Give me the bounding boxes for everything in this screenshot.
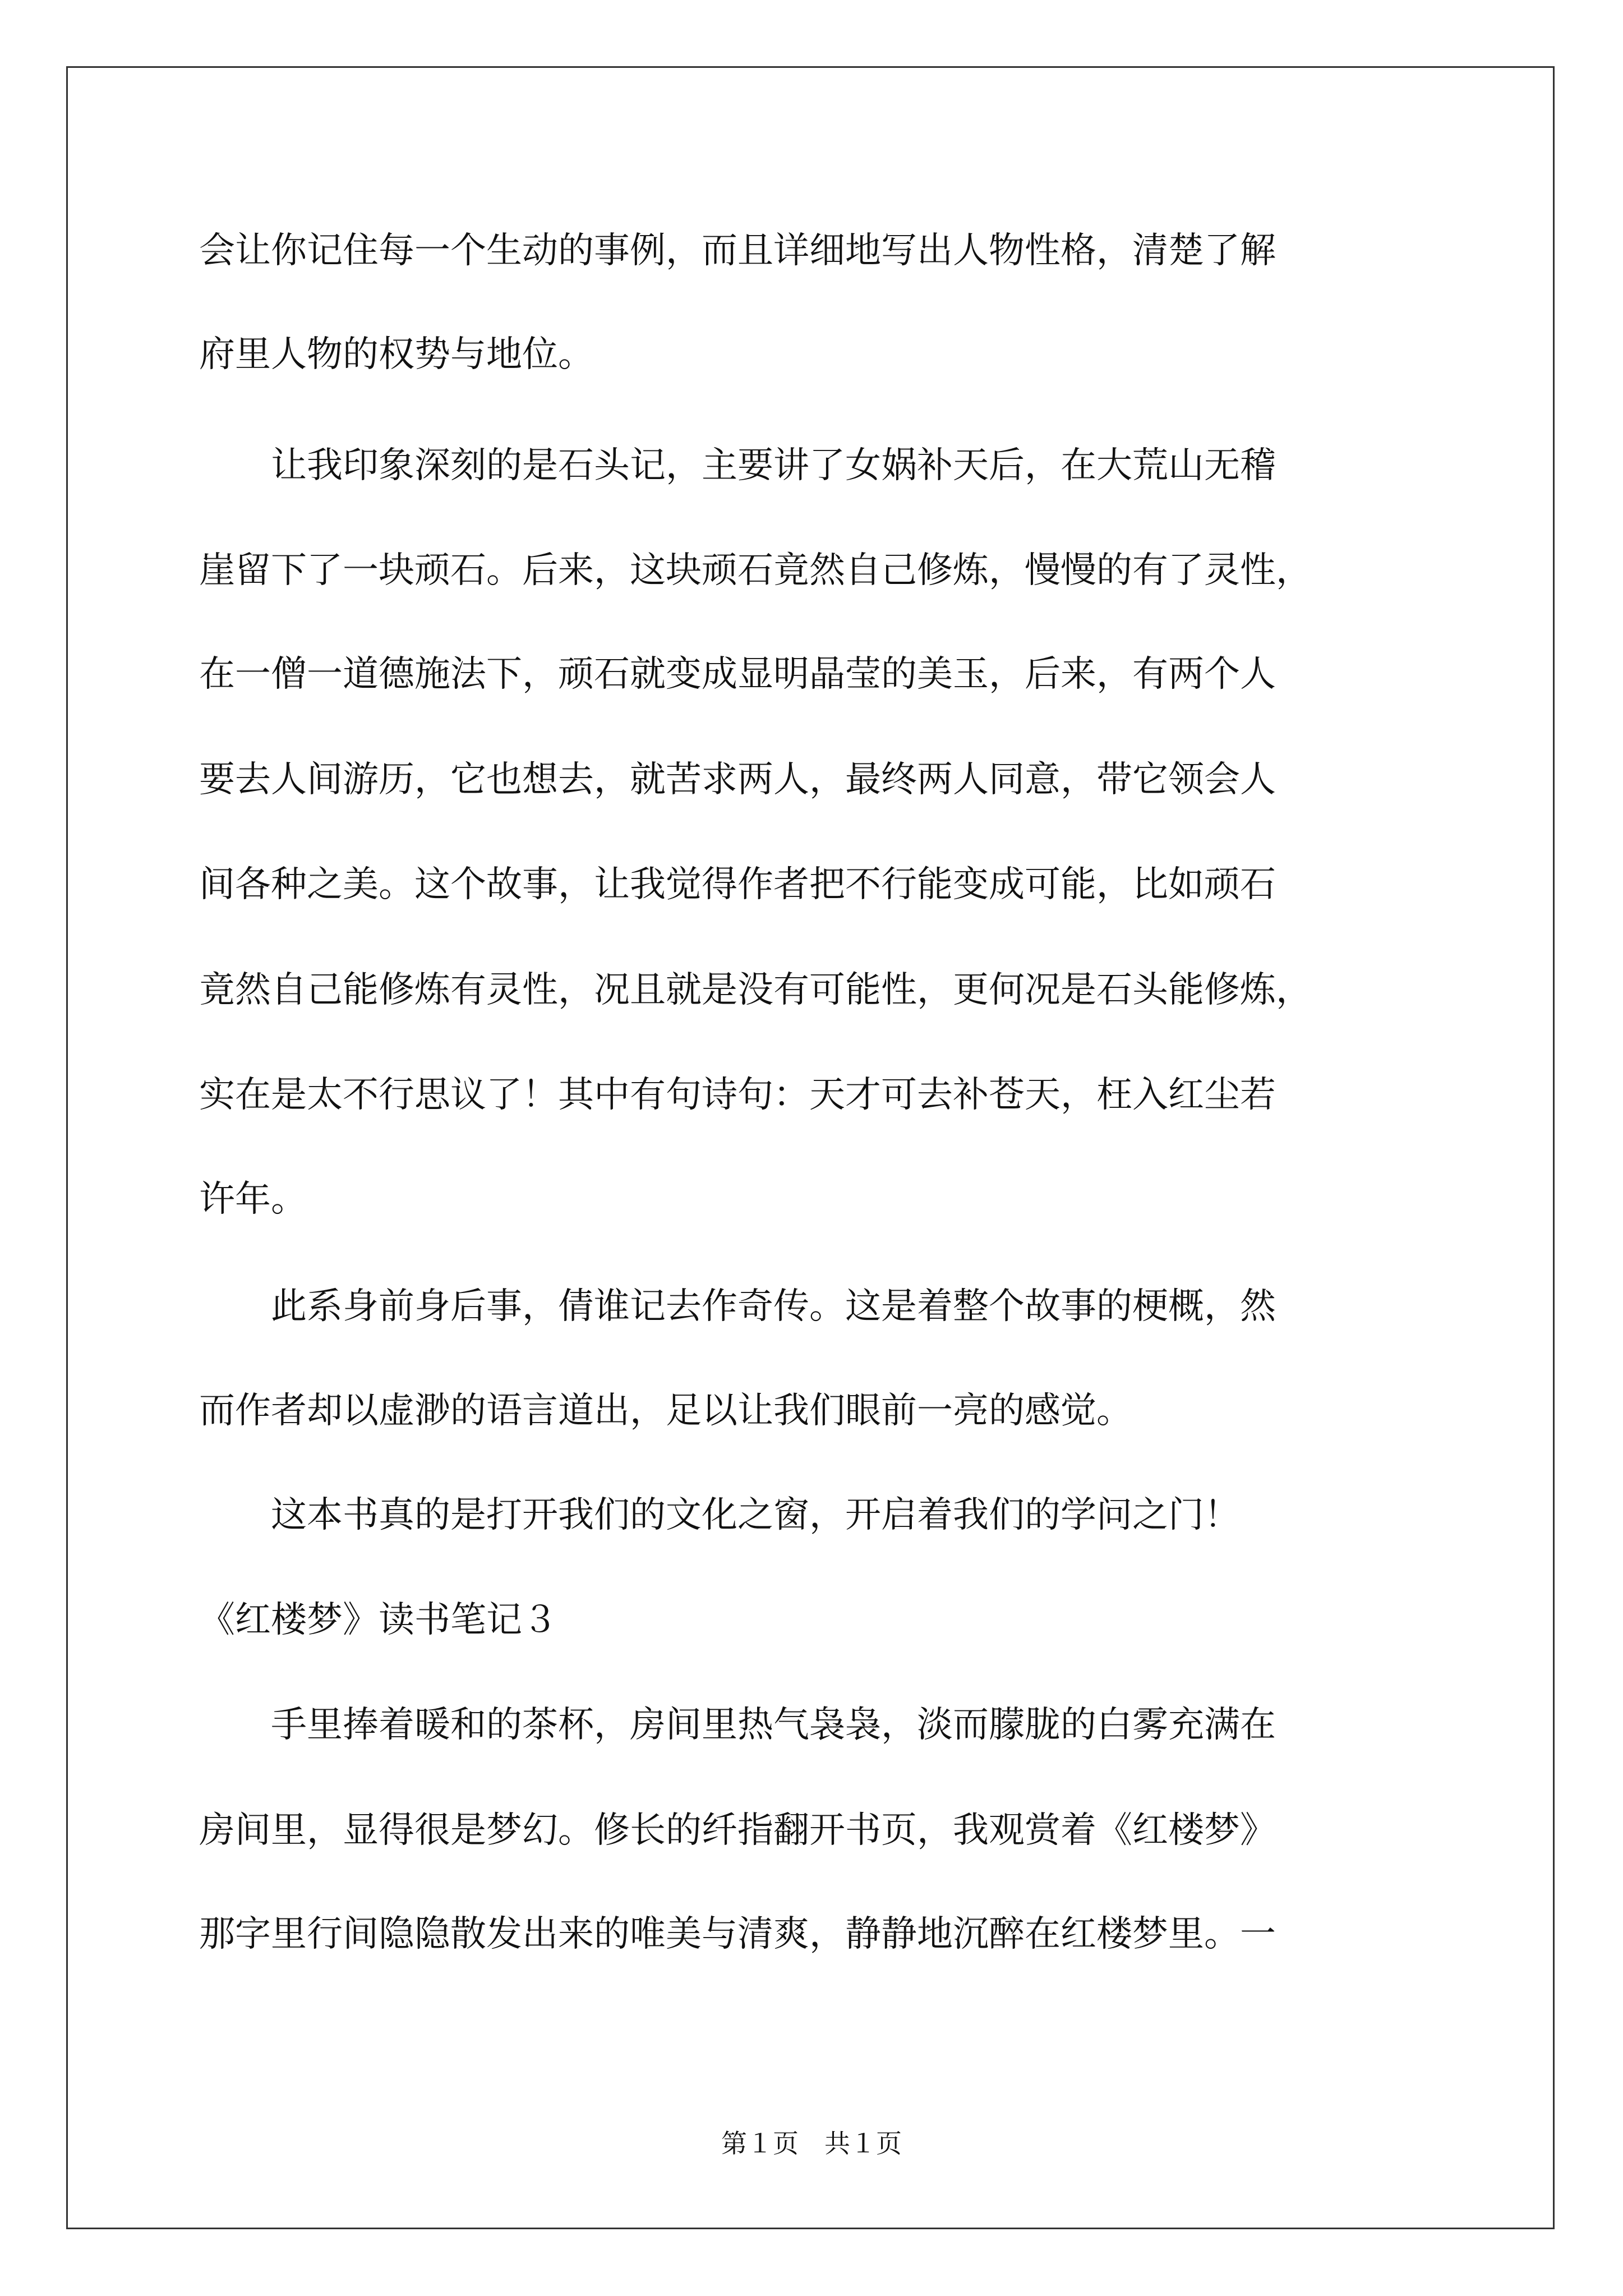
- text-line: 要去人间游历，它也想去，就苦求两人，最终两人同意，带它领会人: [199, 759, 1276, 800]
- text-line: 那字里行间隐隐散发出来的唯美与清爽，静静地沉醉在红楼梦里。一: [199, 1913, 1276, 1955]
- text-line: 房间里，显得很是梦幻。修长的纤指翻开书页，我观赏着《红楼梦》: [199, 1810, 1276, 1851]
- page-border: [66, 66, 1555, 2229]
- text-line: 许年。: [199, 1179, 307, 1220]
- text-line: 崖留下了一块顽石。后来，这块顽石竟然自己修炼，慢慢的有了灵性，: [199, 550, 1312, 591]
- text-line: 这本书真的是打开我们的文化之窗，开启着我们的学问之门！: [199, 1494, 1240, 1536]
- text-line: 实在是太不行思议了！其中有句诗句：天才可去补苍天，枉入红尘若: [199, 1074, 1276, 1116]
- page-footer: 第１页 共１页: [721, 2128, 902, 2159]
- text-line: 竟然自己能修炼有灵性，况且就是没有可能性，更何况是石头能修炼，: [199, 969, 1312, 1011]
- text-line: 会让你记住每一个生动的事例，而且详细地写出人物性格，清楚了解: [199, 230, 1276, 272]
- text-line: 此系身前身后事，倩谁记去作奇传。这是着整个故事的梗概，然: [199, 1286, 1276, 1327]
- text-line: 手里捧着暖和的茶杯，房间里热气袅袅，淡而朦胧的白雾充满在: [199, 1704, 1276, 1746]
- text-line: 间各种之美。这个故事，让我觉得作者把不行能变成可能，比如顽石: [199, 864, 1276, 905]
- text-line: 而作者却以虚渺的语言道出，足以让我们眼前一亮的感觉。: [199, 1390, 1132, 1432]
- text-line: 在一僧一道德施法下，顽石就变成显明晶莹的美玉，后来，有两个人: [199, 654, 1276, 695]
- text-line: 让我印象深刻的是石头记，主要讲了女娲补天后，在大荒山无稽: [199, 445, 1276, 486]
- section-heading: 《红楼梦》读书笔记３: [199, 1599, 558, 1641]
- text-line: 府里人物的权势与地位。: [199, 334, 594, 375]
